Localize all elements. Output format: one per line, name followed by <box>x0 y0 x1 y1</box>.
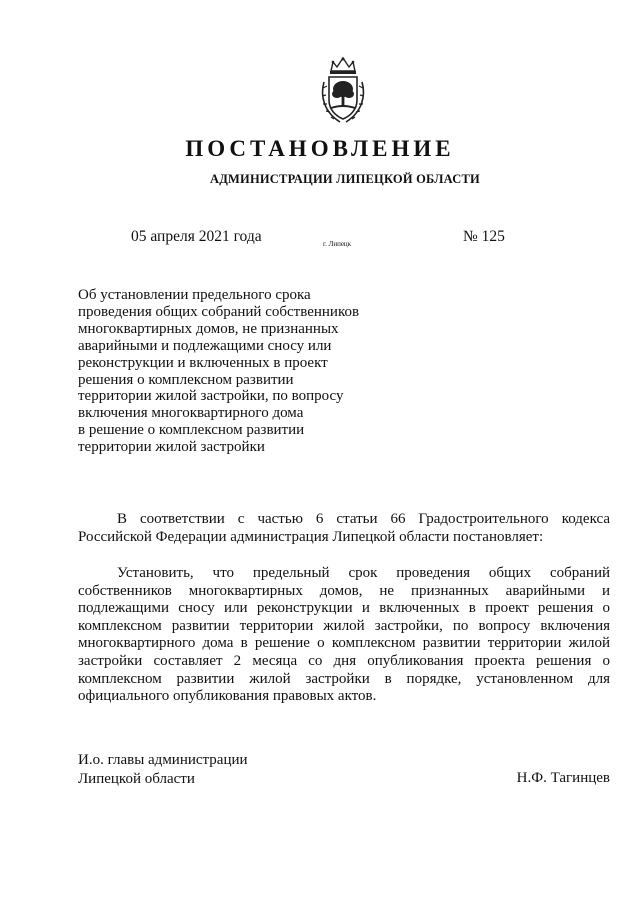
document-subject: Об установлении предельного срока проведения общих собраний собственников многоквартирных домов, не признанных аварийными и подлежащими сносу или реконструкции и включенных в проект решения о комплексном развитии территории жилой застройки, по вопросу включения многоквартирного дома в решение о комплексном развитии территории жилой застройки <box>78 287 360 456</box>
signatory-position-line-1: И.о. главы администрации <box>78 752 248 768</box>
issuing-authority: АДМИНИСТРАЦИИ ЛИПЕЦКОЙ ОБЛАСТИ <box>210 172 480 186</box>
document-number: № 125 <box>463 228 505 245</box>
body-paragraph-2: Установить, что предельный срок проведения общих собраний собственников многоквартирных домов, не признанных аварийными и подлежащими сносу или реконструкции и включенных в проект решения о комплексном развитии территории жилой застройки, по вопросу включения многоквартирного дома в решение о комплексном развитии территории жилой застройки составляет 2 месяца со дня опубликования проекта решения о комплексном развитии жилой застройки в порядке, установленном для официального опубликования правовых актов. <box>78 565 610 705</box>
document-title: ПОСТАНОВЛЕНИЕ <box>185 136 455 161</box>
lipetsk-coat-of-arms-icon <box>318 56 368 126</box>
signatory-position-line-2: Липецкой области <box>78 770 195 787</box>
signatory-position <box>78 751 248 788</box>
signatory-name: Н.Ф. Тагинцев <box>516 770 610 786</box>
document-city: г. Липецк <box>323 240 352 248</box>
body-paragraph-1: В соответствии с частью 6 статьи 66 Градостроительного кодекса Российской Федерации администрация Липецкой области постановляет: <box>78 511 610 545</box>
document-date: 05 апреля 2021 года <box>131 228 262 245</box>
